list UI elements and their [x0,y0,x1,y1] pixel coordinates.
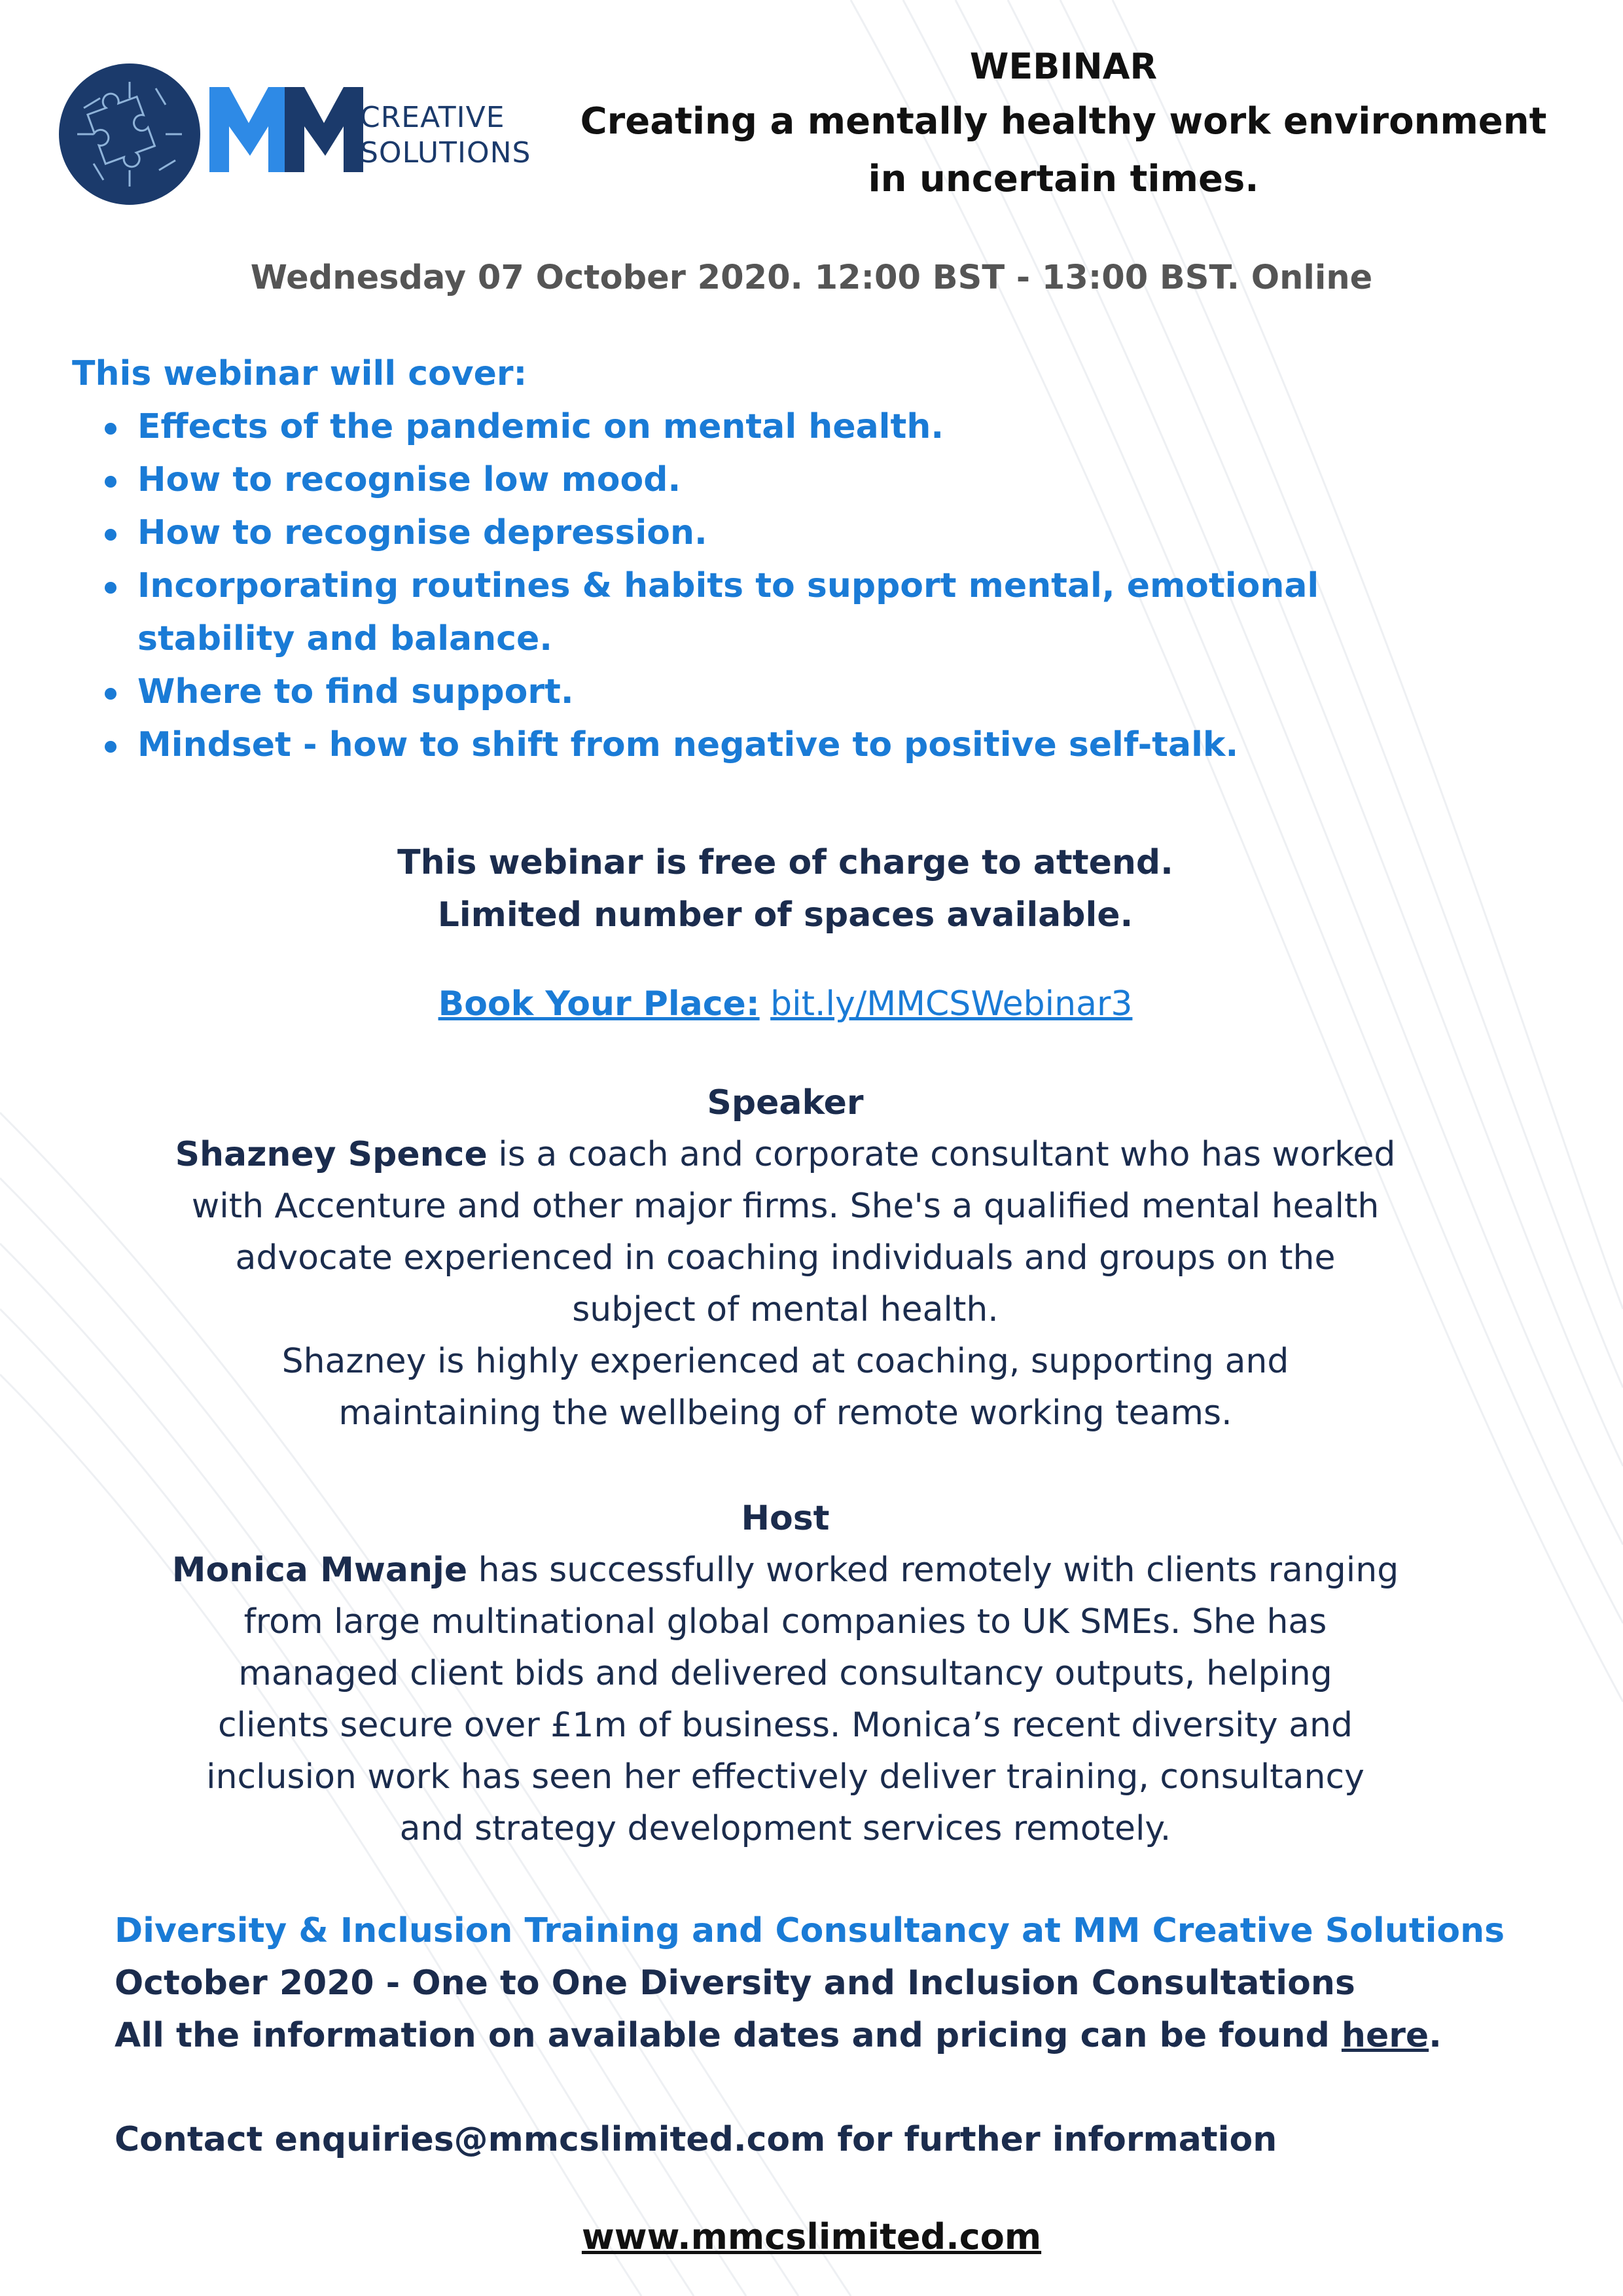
cover-section [72,347,1381,772]
speaker-bio-line-4: subject of mental health. [572,1290,999,1329]
speaker-bio-line-6: maintaining the wellbeing of remote working teams. [338,1393,1232,1433]
speaker-heading: Speaker [707,1083,864,1122]
booking-line [0,978,1571,1030]
promo-line-2-text: All the information on available dates and pricing can be found [115,2016,1342,2055]
speaker-bio-line-3: advocate experienced in coaching individuals and groups on the [235,1238,1336,1278]
list-item [72,719,1381,772]
promo-line-2 [115,2009,1505,2062]
list-item-text: Mindset - how to shift from negative to positive self-talk. [137,725,1239,764]
host-section [0,1492,1571,1855]
bullet-icon [105,476,116,488]
booking-link[interactable]: bit.ly/MMCSWebinar3 [770,984,1133,1024]
list-item [72,454,1381,507]
free-notice [0,836,1571,941]
free-line-1: This webinar is free of charge to attend. [397,843,1173,882]
list-item [72,560,1381,613]
cover-list [72,401,1381,772]
speaker-bio [0,1129,1571,1439]
promo-line-2-suffix: . [1429,2016,1442,2055]
logo-wordmark [360,100,531,171]
logo-line-2: SOLUTIONS [360,136,531,170]
speaker-bio-line-2: with Accenture and other major firms. She's a qualified mental health [191,1187,1380,1226]
speaker-name: Shazney Spence [175,1135,488,1174]
bullet-icon [105,741,116,753]
list-item-text: Where to find support. [137,672,574,711]
cover-heading: This webinar will cover: [72,354,527,393]
bullet-icon [105,582,116,594]
webinar-label: WEBINAR [969,46,1158,87]
speaker-bio-line-5: Shazney is highly experienced at coaching, supporting and [281,1342,1289,1381]
logo-line-1: CREATIVE [360,101,505,134]
list-item-text: How to recognise depression. [137,513,707,552]
website-link[interactable]: www.mmcslimited.com [581,2216,1042,2257]
list-item-continuation [72,613,1381,666]
list-item-text: Incorporating routines & habits to support mental, emotional [137,566,1319,605]
puzzle-icon [58,62,202,206]
list-item [72,401,1381,454]
promo-line-1: October 2020 - One to One Diversity and Inclusion Consultations [115,1964,1355,2003]
host-name: Monica Mwanje [171,1551,468,1590]
free-line-2: Limited number of spaces available. [437,895,1133,935]
host-heading: Host [741,1499,830,1538]
host-bio-line-2: from large multinational global companies to UK SMEs. She has [243,1602,1327,1641]
host-bio-line-3: managed client bids and delivered consultancy outputs, helping [238,1654,1332,1693]
page-title-line-2: in uncertain times. [868,158,1259,200]
list-item [72,666,1381,719]
page-title-line-1: Creating a mentally healthy work environment [580,100,1547,143]
list-item-text: How to recognise low mood. [137,460,681,499]
host-bio-line-1: has successfully worked remotely with clients ranging [467,1551,1399,1590]
list-item [72,507,1381,560]
list-item-text: stability and balance. [137,619,552,658]
book-label[interactable]: Book Your Place: [438,984,760,1024]
speaker-section [0,1077,1571,1439]
promo-heading: Diversity & Inclusion Training and Consultancy at MM Creative Solutions [115,1911,1505,1950]
host-bio-line-5: inclusion work has seen her effectively deliver training, consultancy [206,1757,1364,1797]
event-datetime: Wednesday 07 October 2020. 12:00 BST - 13:00 BST. Online [250,259,1373,297]
company-logo [58,62,535,206]
promo-section [115,1905,1505,2062]
title-block [543,41,1584,208]
host-bio-line-4: clients secure over £1m of business. Monica’s recent diversity and [217,1706,1353,1745]
here-link[interactable]: here [1341,2016,1429,2055]
bullet-icon [105,423,116,435]
host-bio-line-6: and strategy development services remotely. [399,1809,1171,1848]
list-item-text: Effects of the pandemic on mental health. [137,407,944,446]
bullet-icon [105,529,116,541]
bullet-icon [105,688,116,700]
speaker-bio-line-1: is a coach and corporate consultant who has worked [487,1135,1396,1174]
host-bio [0,1545,1571,1855]
contact-line: Contact enquiries@mmcslimited.com for further information [115,2120,1277,2159]
